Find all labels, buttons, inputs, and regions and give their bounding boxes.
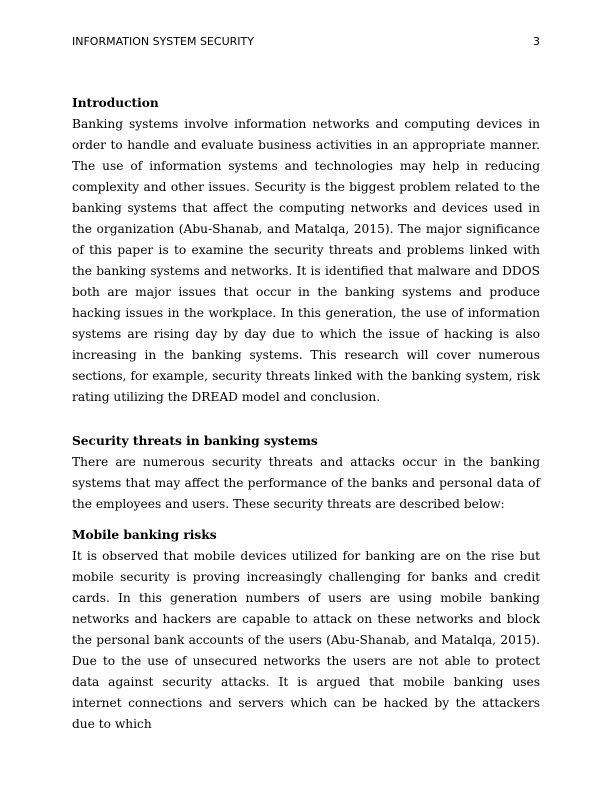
section-heading: Security threats in banking systems [72, 434, 318, 448]
page-number: 3 [533, 35, 540, 48]
section-paragraph: It is observed that mobile devices utilized for banking are on the rise but mobile security is proving increasingly challenging for banks and credit cards. In this generation numbers of users are using mobile banking networks and hackers are capable to attack on these networks and block the personal bank accounts of the users (Abu-Shanab, and Matalqa, 2015). Due to the use of unsecured networks the users are not able to protect data against security attacks. It is argued that mobile banking uses internet connections and servers which can be hacked by the attackers due to which [72, 549, 540, 731]
section-spacer [72, 408, 540, 431]
section-paragraph: There are numerous security threats and attacks occur in the banking systems that may affect the performance of the banks and personal data of the employees and users. These security threats are described below: [72, 455, 540, 511]
section-security-threats [72, 431, 540, 515]
section-heading: Mobile banking risks [72, 528, 217, 542]
section-spacer [72, 515, 540, 525]
section-introduction [72, 93, 540, 408]
section-heading: Introduction [72, 96, 159, 110]
document-body [72, 93, 540, 735]
running-title: INFORMATION SYSTEM SECURITY [72, 35, 254, 48]
section-paragraph: Banking systems involve information networks and computing devices in order to handle and evaluate business activities in an appropriate manner. The use of information systems and technologies may help in reducing complexity and other issues. Security is the biggest problem related to the banking systems that affect the computing networks and devices used in the organization (Abu-Shanab, and Matalqa, 2015). The major significance of this paper is to examine the security threats and problems linked with the banking systems and networks. It is identified that malware and DDOS both are major issues that occur in the banking systems and produce hacking issues in the workplace. In this generation, the use of information systems are rising day by day due to which the issue of hacking is also increasing in the banking systems. This research will cover numerous sections, for example, security threats linked with the banking system, risk rating utilizing the DREAD model and conclusion. [72, 117, 540, 404]
section-mobile-banking-risks [72, 525, 540, 735]
